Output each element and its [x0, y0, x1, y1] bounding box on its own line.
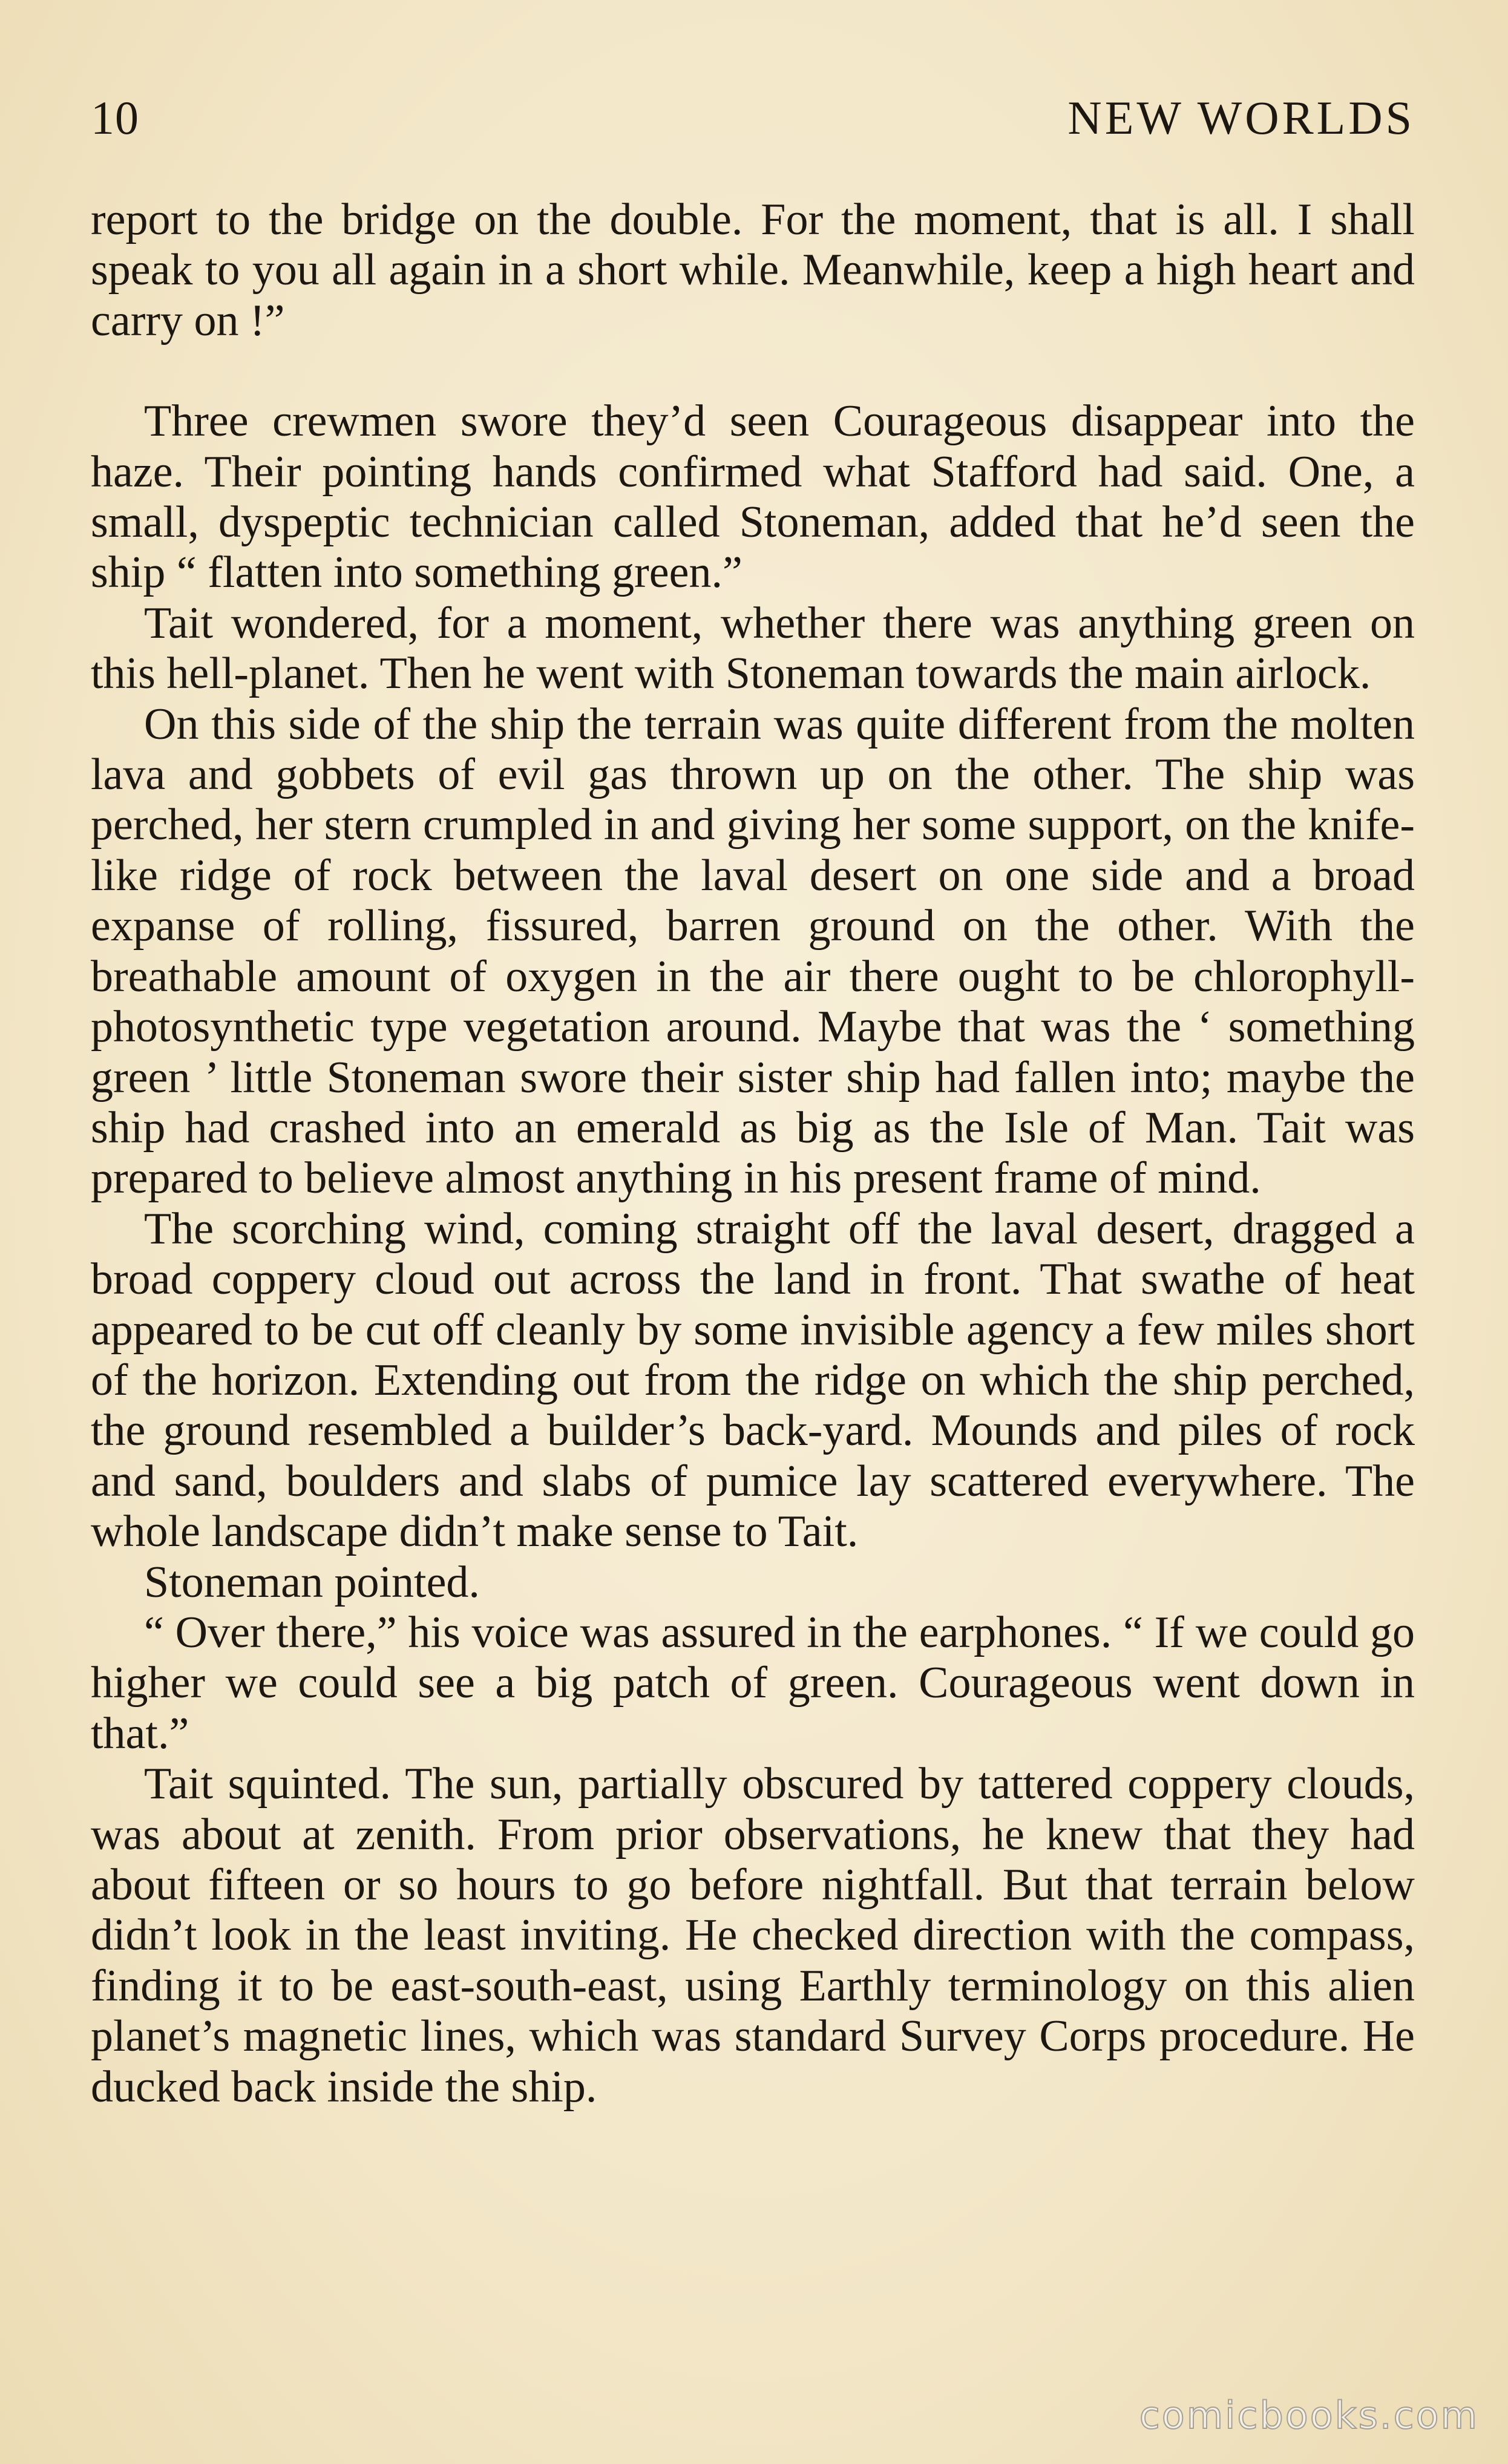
paragraph: Three crewmen swore they’d seen Courageous disappear into the haze. Their pointing hands confirmed what Stafford had said. One, a small, dyspeptic technician called Stoneman, added that he’d seen the ship “ flatten into something green.”	[91, 396, 1415, 598]
paragraph: On this side of the ship the terrain was quite different from the molten lava and gobbets of evil gas thrown up on the other. The ship was perched, her stern crumpled in and giving her some support, on the knife-like ridge of rock between the laval desert on one side and a broad expanse of rolling, fissured, barren ground on the other. With the breathable amount of oxygen in the air there ought to be chlorophyll-photosynthetic type vegetation around. Maybe that was the ‘ something green ’ little Stoneman swore their sister ship had fallen into; maybe the ship had crashed into an emerald as big as the Isle of Man. Tait was prepared to believe almost anything in his present frame of mind.	[91, 699, 1415, 1204]
paragraph: Tait wondered, for a moment, whether there was anything green on this hell-planet. Then he went with Stoneman towards the main airlock.	[91, 598, 1415, 699]
paragraph: Tait squinted. The sun, partially obscured by tattered coppery clouds, was about at zenith. From prior observations, he knew that they had about fifteen or so hours to go before nightfall. But that terrain below didn’t look in the least inviting. He checked direction with the compass, finding it to be east-south-east, using Earthly terminology on this alien planet’s magnetic lines, which was standard Survey Corps procedure. He ducked back inside the ship.	[91, 1759, 1415, 2112]
page-number: 10	[91, 91, 139, 144]
paragraph: “ Over there,” his voice was assured in the earphones. “ If we could go higher we could see a big patch of green. Courageous went down in that.”	[91, 1607, 1415, 1758]
paragraph: The scorching wind, coming straight off the laval desert, dragged a broad coppery cloud out across the land in front. That swathe of heat appeared to be cut off cleanly by some invisible agency a few miles short of the horizon. Extending out from the ridge on which the ship perched, the ground resembled a builder’s back-yard. Mounds and piles of rock and sand, boulders and slabs of pumice lay scattered everywhere. The whole landscape didn’t make sense to Tait.	[91, 1204, 1415, 1557]
running-head: NEW WORLDS	[1067, 91, 1415, 144]
paragraph: report to the bridge on the double. For the moment, that is all. I shall speak to you all again in a short while. Meanwhile, keep a high heart and carry on !”	[91, 195, 1415, 346]
body-text	[91, 195, 1415, 2112]
page-header	[91, 91, 1415, 151]
paragraph: Stoneman pointed.	[144, 1557, 480, 1607]
watermark: comicbooks.com	[1139, 2393, 1479, 2437]
